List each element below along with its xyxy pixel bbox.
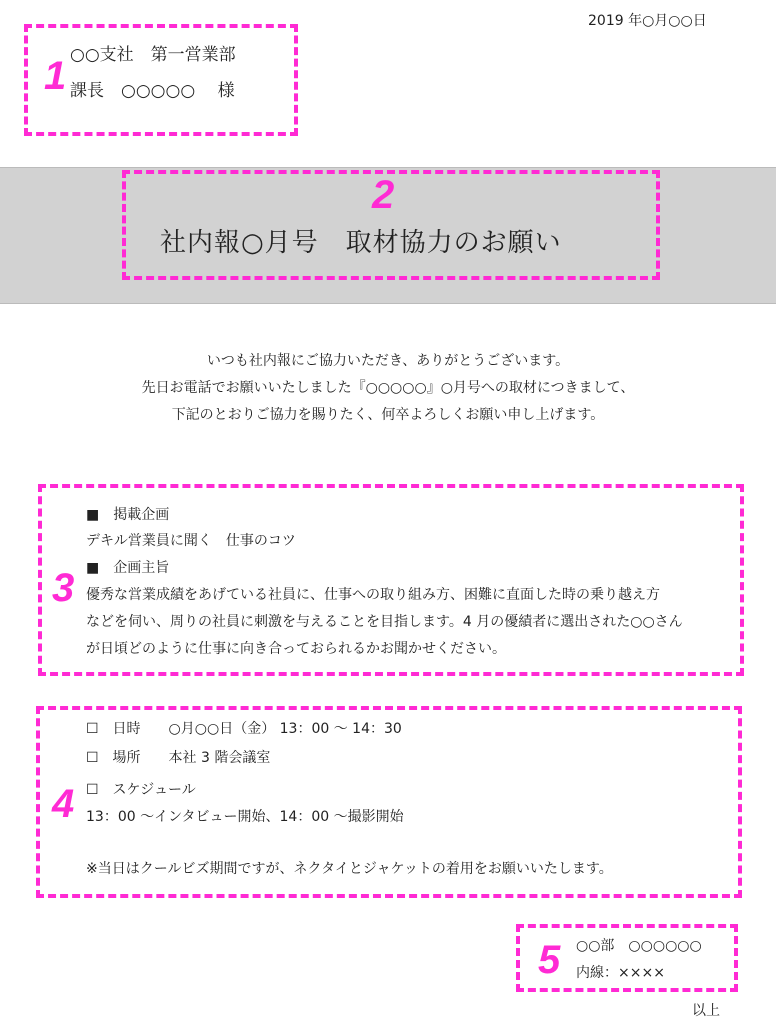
closing-mark: 以上 [692,1003,720,1019]
recipient-line-1: ○○支社 第一営業部 [70,45,236,65]
purpose-heading: ■ 企画主旨 [86,560,170,576]
purpose-line-2: などを伺い、周りの社員に刺激を与えることを目指します。4 月の優績者に選出された○○さん [86,614,683,630]
sender-line-1: ○○部 ○○○○○○ [576,938,702,954]
intro-line-3: 下記のとおりご協力を賜りたく、何卒よろしくお願い申し上げます。 [171,407,605,423]
marker-4: 4 [52,782,75,826]
purpose-line-1: 優秀な営業成績をあげている社員に、仕事への取り組み方、困難に直面した時の乗り越え方 [86,587,660,603]
marker-2: 2 [372,173,395,217]
marker-1: 1 [44,54,67,98]
recipient-line-2: 課長 ○○○○○ 様 [70,81,235,101]
plan-title: デキル営業員に聞く 仕事のコツ [86,533,296,549]
document-date: 2019 年○月○○日 [588,13,707,29]
purpose-line-3: が日頃どのように仕事に向き合っておられるかお聞かせください。 [86,641,506,657]
place-item: ☐ 場所 本社 3 階会議室 [86,750,271,766]
page-title: 社内報○月号 取材協力のお願い [160,228,562,258]
schedule-detail: 13：00 〜インタビュー開始、14：00 〜撮影開始 [86,809,404,825]
dress-code-note: ※当日はクールビズ期間ですが、ネクタイとジャケットの着用をお願いいたします。 [86,861,613,877]
sender-extension: 内線：×××× [576,965,665,981]
marker-5: 5 [538,938,561,982]
schedule-heading: ☐ スケジュール [86,782,196,798]
plan-heading: ■ 掲載企画 [86,507,170,523]
datetime-item: ☐ 日時 ○月○○日（金） 13：00 〜 14：30 [86,721,402,737]
intro-line-2: 先日お電話でお願いいたしました『○○○○○』○月号への取材につきまして、 [141,380,635,396]
intro-line-1: いつも社内報にご協力いただき、ありがとうございます。 [206,353,570,369]
marker-3: 3 [52,566,75,610]
